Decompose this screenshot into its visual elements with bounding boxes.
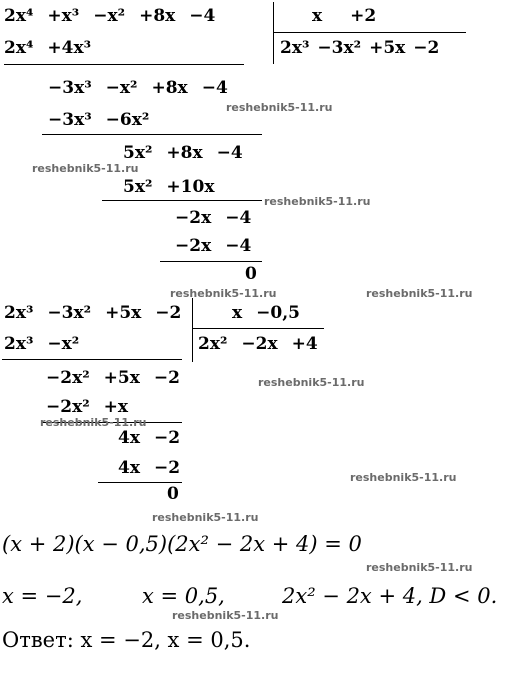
div2-step-5: 4x −2 xyxy=(118,458,181,478)
div1-step-2: −3x³ −x² +8x −4 xyxy=(48,78,228,98)
discriminant-note: 2x² − 2x + 4, D < 0. xyxy=(282,584,498,608)
div1-quotient: 2x³ −3x² +5x −2 xyxy=(280,38,440,58)
root-2: x = 0,5, xyxy=(142,584,225,608)
div1-line-1 xyxy=(4,64,244,65)
watermark: reshebnik5-11.ru xyxy=(40,416,147,429)
div1-step-5: 5x² +10x xyxy=(123,177,215,197)
watermark: reshebnik5-11.ru xyxy=(366,287,473,300)
div2-divisor: x −0,5 xyxy=(232,303,300,323)
watermark: reshebnik5-11.ru xyxy=(366,561,473,574)
div2-dividend: 2x³ −3x² +5x −2 xyxy=(4,303,182,323)
div2-step-2: −2x² +5x −2 xyxy=(46,368,180,388)
watermark: reshebnik5-11.ru xyxy=(170,287,277,300)
div1-divisor-line xyxy=(273,32,466,33)
root-1: x = −2, xyxy=(2,584,83,608)
watermark: reshebnik5-11.ru xyxy=(350,471,457,484)
div2-divisor-line xyxy=(192,328,324,329)
factored-equation: (x + 2)(x − 0,5)(2x² − 2x + 4) = 0 xyxy=(2,532,362,556)
watermark: reshebnik5-11.ru xyxy=(172,609,279,622)
div2-step-1: 2x³ −x² xyxy=(4,334,80,354)
watermark: reshebnik5-11.ru xyxy=(226,101,333,114)
div1-remainder: 0 xyxy=(245,264,257,284)
div1-step-1: 2x⁴ +4x³ xyxy=(4,38,92,58)
div1-step-4: 5x² +8x −4 xyxy=(123,143,243,163)
div2-vertical-line xyxy=(192,298,193,362)
div1-line-4 xyxy=(160,261,262,262)
div1-vertical-line xyxy=(273,2,274,64)
watermark: reshebnik5-11.ru xyxy=(264,195,371,208)
div2-line-3 xyxy=(98,482,182,483)
div2-step-3: −2x² +x xyxy=(46,397,129,417)
watermark: reshebnik5-11.ru xyxy=(32,162,139,175)
div1-dividend: 2x⁴ +x³ −x² +8x −4 xyxy=(4,6,216,26)
watermark: reshebnik5-11.ru xyxy=(258,376,365,389)
div2-step-4: 4x −2 xyxy=(118,428,181,448)
div2-quotient: 2x² −2x +4 xyxy=(198,334,318,354)
div1-line-2 xyxy=(42,134,262,135)
div1-divisor: x +2 xyxy=(312,6,377,26)
div1-step-6: −2x −4 xyxy=(175,208,252,228)
div1-step-3: −3x³ −6x² xyxy=(48,110,150,130)
div1-line-3 xyxy=(102,200,262,201)
div1-step-7: −2x −4 xyxy=(175,236,252,256)
div2-remainder: 0 xyxy=(167,484,179,504)
div2-line-1 xyxy=(2,359,182,360)
watermark: reshebnik5-11.ru xyxy=(152,511,259,524)
answer: Ответ: x = −2, x = 0,5. xyxy=(2,628,251,652)
